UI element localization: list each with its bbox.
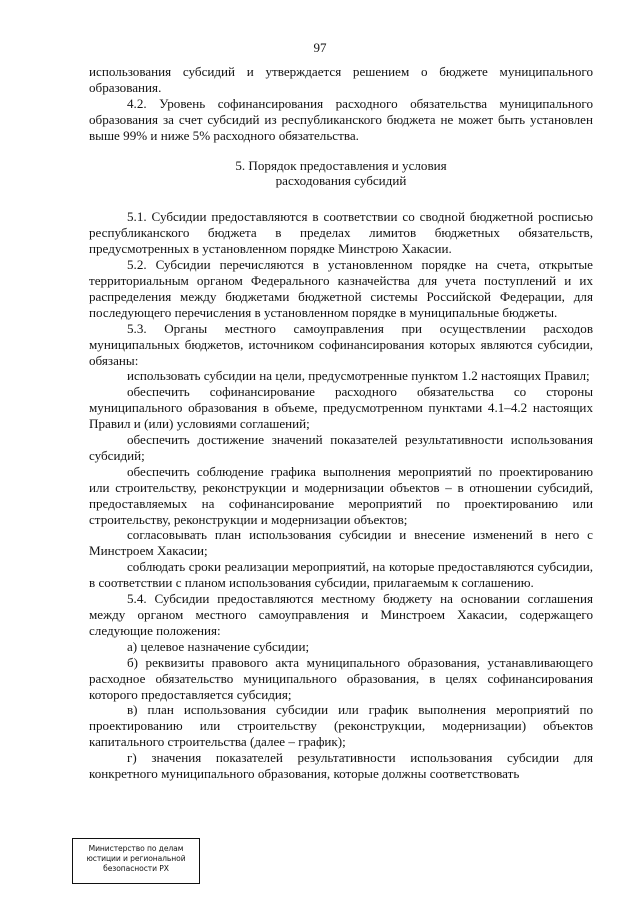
stamp-line1: Министерство по делам [88, 844, 184, 853]
provision-item: г) значения показателей результативности использования субсидии для конкретного муниципального образования, которые должны соответствовать [89, 750, 593, 782]
paragraph-5-3: 5.3. Органы местного самоуправления при осуществлении расходов муниципальных бюджетов, источником софинансирования которых являются субсидии, обязаны: [89, 320, 593, 368]
section-5-heading [89, 158, 593, 190]
obligation-item: обеспечить достижение значений показателей результативности использования субсидий; [89, 432, 593, 463]
paragraph-4-2: 4.2. Уровень софинансирования расходного обязательства муниципального образования за счет субсидий из республиканского бюджета не может быть установлен выше 99% и ниже 5% расходного обязательства. [89, 95, 593, 143]
obligation-item: обеспечить софинансирование расходного обязательства со стороны муниципального образования в объеме, предусмотренном пунктами 4.1–4.2 настоящих Правил и (или) условиями соглашений; [89, 384, 593, 432]
document-body [89, 64, 593, 782]
obligation-item: использовать субсидии на цели, предусмотренные пунктом 1.2 настоящих Правил; [127, 368, 590, 384]
paragraph-5-2: 5.2. Субсидии перечисляются в установленном порядке на счета, открытые территориальным органом Федерального казначейства для учета поступлений и их распределения между бюджетами бюджетной системы Российской Федерации, для последующего перечисления в установленном порядке в муниципальные бюджеты. [89, 257, 593, 320]
provision-item: б) реквизиты правового акта муниципального образования, устанавливающего расходное обязательство муниципального образования, в целях софинансирования которого предоставляется субсидия; [89, 654, 593, 702]
obligation-item: соблюдать сроки реализации мероприятий, на которые предоставляются субсидии, в соответствии с планом использования субсидии, прилагаемым к соглашению. [89, 559, 593, 591]
section-heading-line1: 5. Порядок предоставления и условия [235, 157, 447, 173]
provision-item: а) целевое назначение субсидии; [127, 638, 310, 654]
page-number: 97 [313, 40, 327, 55]
obligation-item: обеспечить соблюдение графика выполнения мероприятий по проектированию или строительству, реконструкции и модернизации объектов – в отношении субсидий, предоставляемых на софинансирование мероприятий по проектированию или строительству, реконструкции и модернизации объектов; [89, 463, 593, 527]
paragraph-5-1: 5.1. Субсидии предоставляются в соответствии со сводной бюджетной росписью республиканского бюджета в пределах лимитов бюджетных обязательств, предусмотренных в установленном порядке Минстрою Хакасии. [89, 209, 593, 257]
intro-paragraph: использования субсидий и утверждается решением о бюджете муниципального образования. [89, 64, 593, 95]
paragraph-5-4: 5.4. Субсидии предоставляются местному бюджету на основании соглашения между органом местного самоуправления и Минстроем Хакасии, содержащего следующие положения: [89, 591, 593, 638]
ministry-stamp [72, 838, 200, 884]
obligation-item: согласовывать план использования субсидии и внесение изменений в него с Минстроем Хакасии; [89, 527, 593, 559]
stamp-line3: безопасности РХ [103, 864, 169, 873]
section-heading-line2: расходования субсидий [275, 173, 407, 189]
provision-item: в) план использования субсидии или график выполнения мероприятий по проектированию или строительству (реконструкции, модернизации) объектов капитального строительства (далее – график); [89, 702, 593, 750]
stamp-line2: юстиции и региональной [86, 854, 186, 863]
